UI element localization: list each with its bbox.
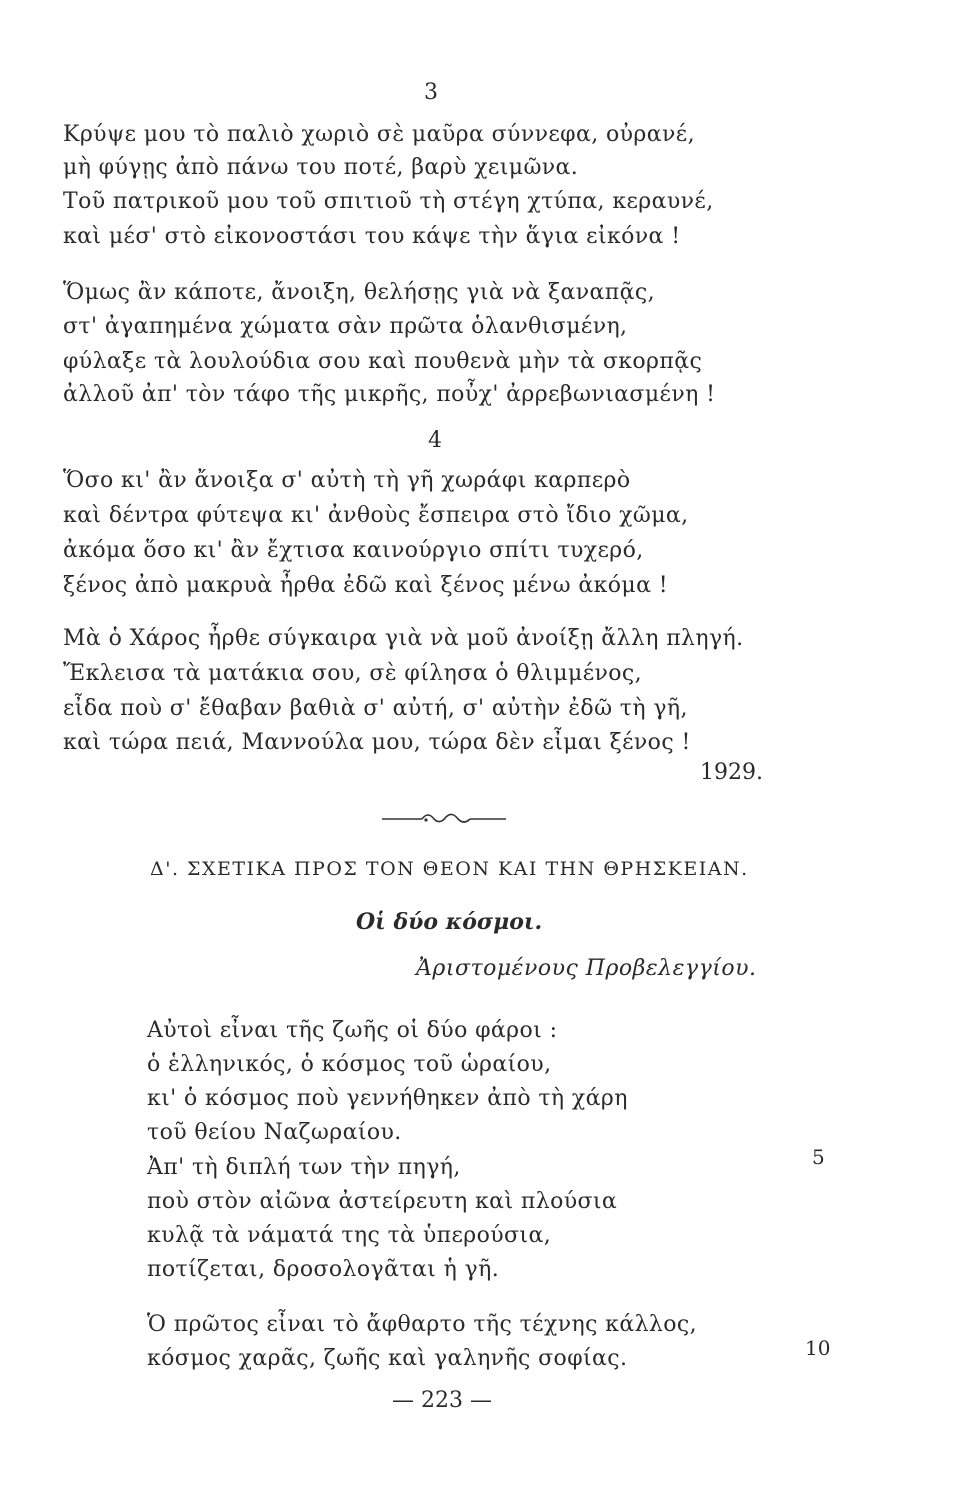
poem-line: Ὁ πρῶτος εἶναι τὸ ἄφθαρτο τῆς τέχνης κάλλος, [147, 1312, 698, 1337]
poem-line: Ὅσο κι' ἂν ἄνοιξα σ' αὐτὴ τὴ γῆ χωράφι καρπερὸ [63, 468, 631, 493]
poem-title: Οἱ δύο κόσμοι. [356, 909, 543, 935]
section-number-4: 4 [428, 428, 442, 453]
poem-line: στ' ἀγαπημένα χώματα σὰν πρῶτα ὁλανθισμένη, [63, 314, 628, 339]
ornament-divider-icon [378, 808, 510, 828]
poem-line: Ἀπ' τὴ διπλή των τὴν πηγή, [147, 1155, 461, 1180]
line-number-5: 5 [812, 1145, 825, 1169]
poem-line: Τοῦ πατρικοῦ μου τοῦ σπιτιοῦ τὴ στέγη χτύπα, κεραυνέ, [63, 189, 714, 214]
poem-line: ξένος ἀπὸ μακρυὰ ἦρθα ἐδῶ καὶ ξένος μένω ἀκόμα ! [63, 573, 668, 598]
poem-line: καὶ δέντρα φύτεψα κι' ἀνθοὺς ἔσπειρα στὸ ἴδιο χῶμα, [63, 503, 689, 528]
poem-line: Αὐτοὶ εἶναι τῆς ζωῆς οἱ δύο φάροι : [147, 1018, 558, 1043]
chapter-heading: Δ'. ΣΧΕΤΙΚΑ ΠΡΟΣ ΤΟΝ ΘΕΟΝ ΚΑΙ ΤΗΝ ΘΡΗΣΚΕΙΑΝ. [150, 858, 749, 880]
section-number-3: 3 [424, 80, 438, 105]
poem-line: Ἔκλεισα τὰ ματάκια σου, σὲ φίλησα ὁ θλιμμένος, [63, 661, 643, 686]
poem-line: κυλᾷ τὰ νάματά της τὰ ὑπερούσια, [147, 1223, 552, 1248]
poem-line: ἀκόμα ὅσο κι' ἂν ἔχτισα καινούργιο σπίτι τυχερό, [63, 538, 644, 563]
poem-line: ποτίζεται, δροσολογᾶται ἡ γῆ. [147, 1257, 500, 1282]
poem-year: 1929. [700, 760, 763, 785]
poem-line: φύλαξε τὰ λουλούδια σου καὶ πουθενὰ μὴν τὰ σκορπᾷς [63, 349, 703, 374]
poem-line: καὶ τώρα πειά, Μαννούλα μου, τώρα δὲν εἶμαι ξένος ! [63, 730, 691, 755]
poem-line: τοῦ θείου Ναζωραίου. [147, 1120, 402, 1145]
poem-line: κόσμος χαρᾶς, ζωῆς καὶ γαληνῆς σοφίας. [147, 1346, 628, 1371]
poem-line: καὶ μέσ' στὸ εἰκονοστάσι του κάψε τὴν ἅγια εἰκόνα ! [63, 224, 681, 249]
poem-line: Μὰ ὁ Χάρος ἦρθε σύγκαιρα γιὰ νὰ μοῦ ἀνοίξῃ ἄλλη πληγή. [63, 626, 744, 651]
page-number: — 223 — [392, 1388, 492, 1413]
line-number-10: 10 [805, 1336, 831, 1360]
poem-line: μὴ φύγῃς ἀπὸ πάνω του ποτέ, βαρὺ χειμῶνα. [63, 155, 579, 180]
poem-author: Ἀριστομένους Προβελεγγίου. [416, 956, 757, 981]
poem-line: κι' ὁ κόσμος ποὺ γεννήθηκεν ἀπὸ τὴ χάρη [147, 1086, 628, 1111]
poem-line: Κρύψε μου τὸ παλιὸ χωριὸ σὲ μαῦρα σύννεφα, οὐρανέ, [63, 122, 695, 147]
poem-line: ποὺ στὸν αἰῶνα ἀστείρευτη καὶ πλούσια [147, 1189, 618, 1214]
poem-line: ὁ ἑλληνικός, ὁ κόσμος τοῦ ὡραίου, [147, 1052, 552, 1077]
poem-line: ἀλλοῦ ἀπ' τὸν τάφο τῆς μικρῆς, ποὖχ' ἀρρεβωνιασμένη ! [63, 382, 716, 407]
poem-line: Ὅμως ἂν κάποτε, ἄνοιξη, θελήσῃς γιὰ νὰ ξαναπᾷς, [63, 280, 655, 305]
poem-line: εἶδα ποὺ σ' ἔθαβαν βαθιὰ σ' αὐτή, σ' αὐτὴν ἐδῶ τὴ γῆ, [63, 696, 688, 721]
